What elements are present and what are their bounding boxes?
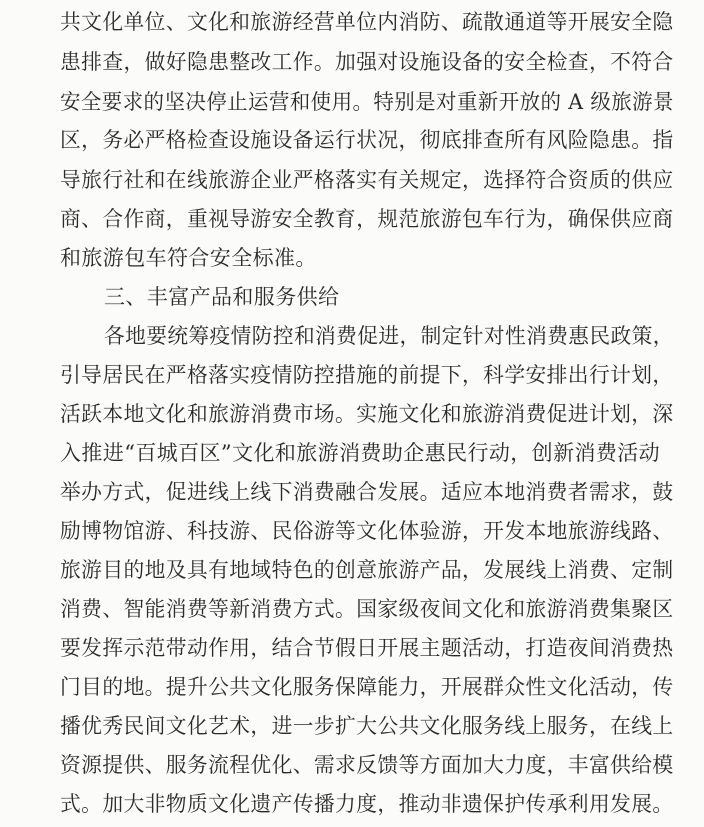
text-line-2: 患排查，做好隐患整改工作。加强对设施设备的安全检查，不符合 bbox=[60, 50, 674, 74]
paragraph-line-13: 式。加大非物质文化遗产传播力度，推动非遗保护传承利用发展。 bbox=[60, 792, 674, 816]
paragraph-line-1: 各地要统筹疫情防控和消费促进，制定针对性消费惠民政策， bbox=[104, 324, 674, 348]
text-line-4: 区，务必严格检查设施设备运行状况，彻底排查所有风险隐患。指 bbox=[60, 128, 674, 152]
text-line-7: 和旅游包车符合安全标准。 bbox=[60, 246, 317, 270]
section-heading: 三、丰富产品和服务供给 bbox=[104, 285, 340, 309]
paragraph-line-8: 消费、智能消费等新消费方式。国家级夜间文化和旅游消费集聚区 bbox=[60, 597, 674, 621]
paragraph-line-12: 资源提供、服务流程优化、需求反馈等方面加大力度，丰富供给模 bbox=[60, 753, 674, 777]
paragraph-line-5: 举办方式，促进线上线下消费融合发展。适应本地消费者需求，鼓 bbox=[60, 480, 674, 504]
paragraph-line-4: 入推进“百城百区”文化和旅游消费助企惠民行动，创新消费活动 bbox=[60, 441, 661, 465]
paragraph-line-11: 播优秀民间文化艺术，进一步扩大公共文化服务线上服务，在线上 bbox=[60, 714, 674, 738]
paragraph-line-6: 励博物馆游、科技游、民俗游等文化体验游，开发本地旅游线路、 bbox=[60, 519, 674, 543]
text-line-5: 导旅行社和在线旅游企业严格落实有关规定，选择符合资质的供应 bbox=[60, 168, 674, 192]
paragraph-line-2: 引导居民在严格落实疫情防控措施的前提下，科学安排出行计划， bbox=[60, 363, 674, 387]
paragraph-line-10: 门目的地。提升公共文化服务保障能力，开展群众性文化活动，传 bbox=[60, 675, 674, 699]
text-line-1: 共文化单位、文化和旅游经营单位内消防、疏散通道等开展安全隐 bbox=[60, 10, 674, 34]
text-line-6: 商、合作商，重视导游安全教育，规范旅游包车行为，确保供应商 bbox=[60, 207, 674, 231]
text-line-3: 安全要求的坚决停止运营和使用。特别是对重新开放的 A 级旅游景 bbox=[60, 90, 674, 114]
paragraph-line-7: 旅游目的地及具有地域特色的创意旅游产品，发展线上消费、定制 bbox=[60, 558, 674, 582]
paragraph-line-3: 活跃本地文化和旅游消费市场。实施文化和旅游消费促进计划，深 bbox=[60, 402, 674, 426]
paragraph-line-9: 要发挥示范带动作用，结合节假日开展主题活动，打造夜间消费热 bbox=[60, 636, 674, 660]
